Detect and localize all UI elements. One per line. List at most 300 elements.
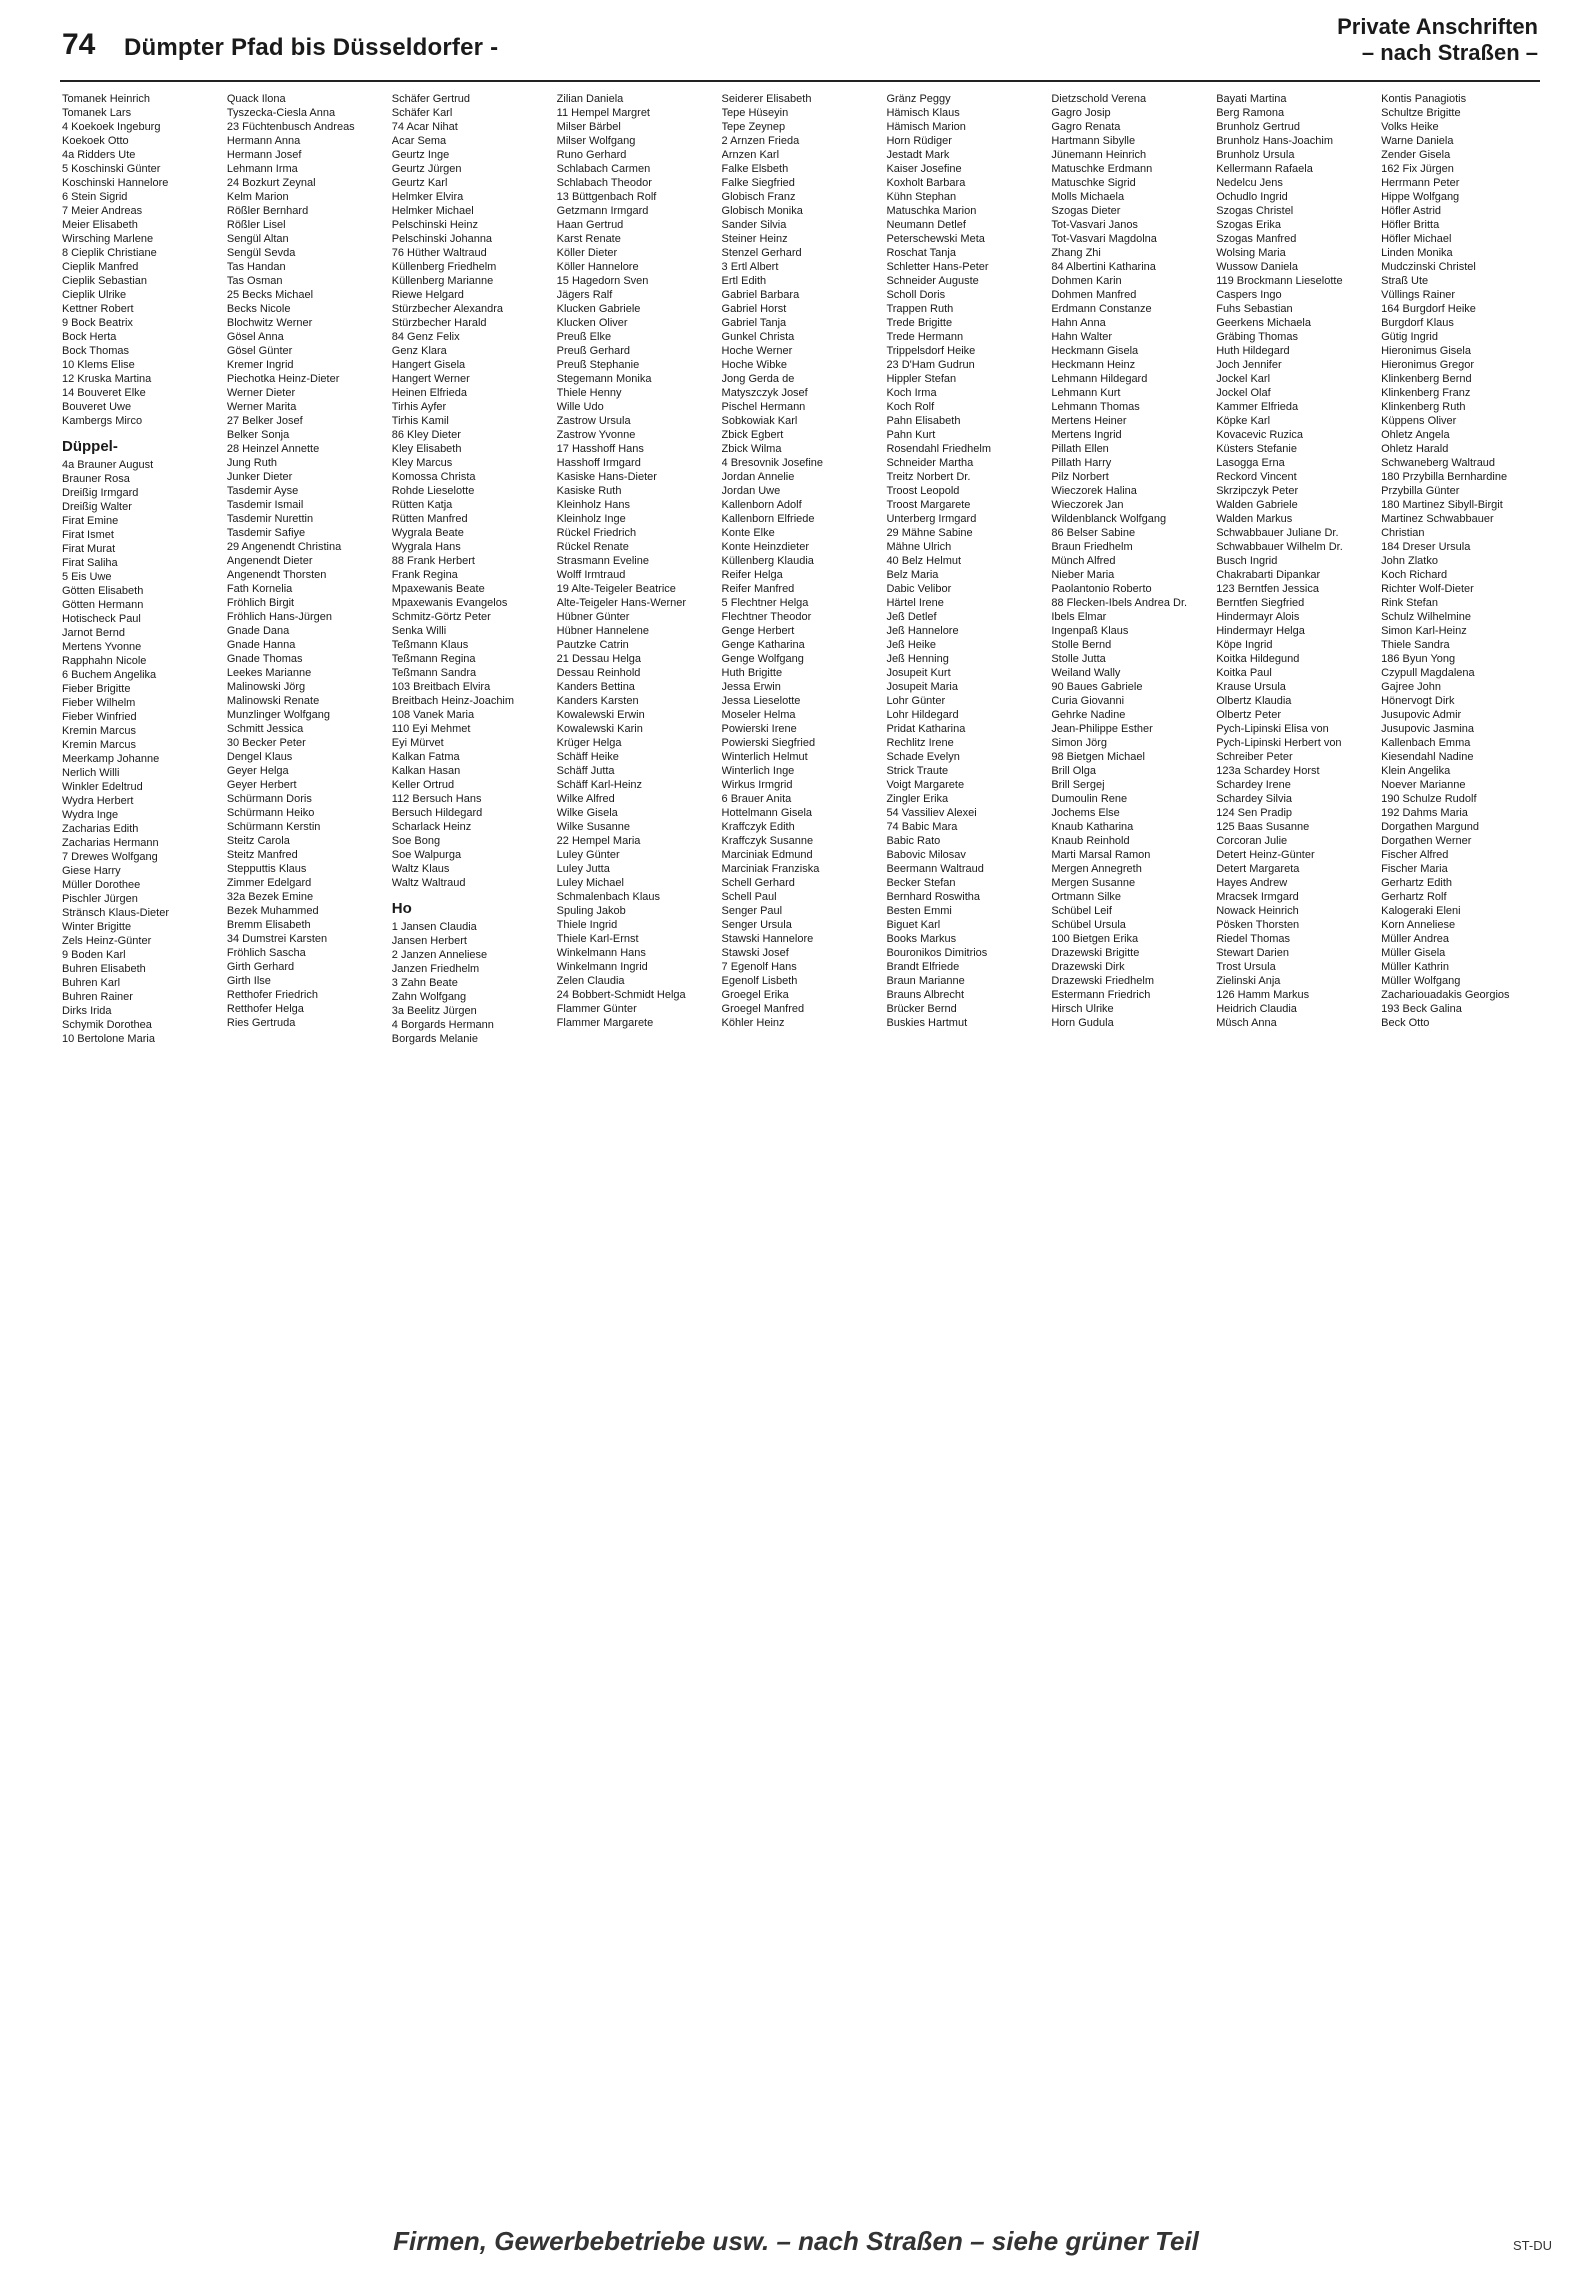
directory-column: [1381, 92, 1540, 2200]
directory-entry: Teßmann Regina: [391, 653, 476, 665]
directory-entry: Pischler Jürgen: [62, 893, 138, 905]
directory-entry: Karst Renate: [556, 233, 621, 245]
directory-entry: Gnade Thomas: [226, 653, 303, 665]
directory-entry: 76 Hüther Waltraud: [391, 247, 487, 259]
directory-entry: Berntfen Siegfried: [1216, 597, 1305, 609]
directory-entry: Joch Jennifer: [1216, 359, 1282, 371]
directory-entry: Thiele Henny: [556, 387, 622, 399]
directory-entry: Jockel Olaf: [1216, 387, 1271, 399]
directory-entry: Falke Elsbeth: [721, 163, 789, 175]
directory-entry: Cieplik Sebastian: [62, 275, 147, 287]
directory-entry: Teßmann Klaus: [391, 639, 469, 651]
directory-entry: Bremm Elisabeth: [226, 919, 311, 931]
directory-entry: Kallenborn Adolf: [721, 499, 802, 511]
directory-entry: 86 Kley Dieter: [391, 429, 461, 441]
directory-entry: 14 Bouveret Elke: [62, 387, 146, 399]
directory-entry: Firat Murat: [62, 543, 116, 555]
directory-entry: Martinez Schwabbauer: [1381, 513, 1494, 525]
directory-entry: Genge Herbert: [721, 625, 795, 637]
directory-entry: Munzlinger Wolfgang: [226, 709, 331, 721]
directory-entry: Geurtz Karl: [391, 177, 448, 189]
directory-entry: Drazewski Friedhelm: [1051, 975, 1155, 987]
directory-entry: Teßmann Sandra: [391, 667, 477, 679]
directory-entry: 6 Buchem Angelika: [62, 669, 157, 681]
directory-entry: 180 Przybilla Bernhardine: [1381, 471, 1508, 483]
directory-entry: Meerkamp Johanne: [62, 753, 160, 765]
directory-entry: Curia Giovanni: [1051, 695, 1125, 707]
directory-entry: Strick Traute: [886, 765, 949, 777]
directory-entry: Brandt Elfriede: [886, 961, 960, 973]
directory-entry: Wieczorek Jan: [1051, 499, 1124, 511]
directory-entry: Jeß Hannelore: [886, 625, 959, 637]
directory-entry: Matyszczyk Josef: [721, 387, 808, 399]
directory-entry: Gehrke Nadine: [1051, 709, 1126, 721]
directory-entry: Hippe Wolfgang: [1381, 191, 1460, 203]
directory-entry: Horn Rüdiger: [886, 135, 952, 147]
directory-entry: 162 Fix Jürgen: [1381, 163, 1454, 175]
directory-entry: Meier Elisabeth: [62, 219, 138, 231]
directory-entry: Gösel Anna: [226, 331, 284, 343]
directory-entry: Kühn Stephan: [886, 191, 957, 203]
directory-entry: Luley Günter: [556, 849, 620, 861]
directory-entry: Geyer Helga: [226, 765, 289, 777]
directory-entry: Kremin Marcus: [62, 725, 136, 737]
directory-entry: Rapphahn Nicole: [62, 655, 147, 667]
directory-entry: Wirsching Marlene: [62, 233, 154, 245]
directory-entry: Drazewski Dirk: [1051, 961, 1125, 973]
directory-entry: 7 Meier Andreas: [62, 205, 143, 217]
directory-entry: Wille Udo: [556, 401, 604, 413]
directory-entry: Hasshoff Irmgard: [556, 457, 641, 469]
directory-entry: Kasiske Hans-Dieter: [556, 471, 657, 483]
directory-entry: Pelschinski Johanna: [391, 233, 493, 245]
directory-entry: Ohletz Angela: [1381, 429, 1450, 441]
directory-entry: Kelm Marion: [226, 191, 289, 203]
directory-entry: Kettner Robert: [62, 303, 134, 315]
directory-entry: Noever Marianne: [1381, 779, 1466, 791]
directory-entry: Gunkel Christa: [721, 331, 795, 343]
directory-entry: Detert Heinz-Günter: [1216, 849, 1315, 861]
directory-entry: Janzen Friedhelm: [391, 963, 480, 975]
directory-entry: Härtel Irene: [886, 597, 944, 609]
directory-entry: Zender Gisela: [1381, 149, 1451, 161]
directory-entry: Koitka Paul: [1216, 667, 1272, 679]
directory-entry: Schäfer Gertrud: [391, 93, 471, 105]
directory-entry: Kalkan Hasan: [391, 765, 461, 777]
directory-entry: Jansen Herbert: [391, 935, 467, 947]
directory-entry: Münch Alfred: [1051, 555, 1116, 567]
directory-entry: Wydra Herbert: [62, 795, 134, 807]
directory-entry: 98 Bietgen Michael: [1051, 751, 1145, 763]
directory-entry: Walden Gabriele: [1216, 499, 1298, 511]
directory-entry: Mertens Yvonne: [62, 641, 142, 653]
directory-entry: Jean-Philippe Esther: [1051, 723, 1153, 735]
directory-entry: Falke Siegfried: [721, 177, 795, 189]
directory-entry: Lehmann Irma: [226, 163, 298, 175]
directory-entry: Christian: [1381, 527, 1425, 539]
directory-entry: Zbick Egbert: [721, 429, 784, 441]
directory-entry: Konte Elke: [721, 527, 775, 539]
directory-entry: Geurtz Jürgen: [391, 163, 462, 175]
directory-entry: Schmitz-Görtz Peter: [391, 611, 491, 623]
directory-entry: Simon Karl-Heinz: [1381, 625, 1467, 637]
directory-entry: 29 Mähne Sabine: [886, 527, 973, 539]
directory-entry: Sobkowiak Karl: [721, 415, 798, 427]
directory-entry: Buhren Karl: [62, 977, 121, 989]
directory-entry: Schäff Karl-Heinz: [556, 779, 643, 791]
directory-entry: Malinowski Jörg: [226, 681, 306, 693]
directory-entry: Tirhis Kamil: [391, 415, 449, 427]
directory-entry: Wolsing Maria: [1216, 247, 1286, 259]
directory-entry: Mergen Annegreth: [1051, 863, 1142, 875]
directory-entry: Spuling Jakob: [556, 905, 626, 917]
directory-entry: Hippler Stefan: [886, 373, 957, 385]
directory-entry: Books Markus: [886, 933, 957, 945]
directory-entry: Zacharias Hermann: [62, 837, 159, 849]
directory-entry: Marti Marsal Ramon: [1051, 849, 1151, 861]
directory-entry: Heckmann Heinz: [1051, 359, 1136, 371]
directory-entry: Jessa Lieselotte: [721, 695, 801, 707]
directory-entry: Pelschinski Heinz: [391, 219, 478, 231]
directory-entry: Lohr Hildegard: [886, 709, 959, 721]
directory-entry: Hübner Günter: [556, 611, 630, 623]
directory-entry: Pillath Ellen: [1051, 443, 1109, 455]
directory-entry: 3 Ertl Albert: [721, 261, 779, 273]
directory-entry: Schell Gerhard: [721, 877, 795, 889]
directory-entry: Winkelmann Ingrid: [556, 961, 648, 973]
directory-entry: Schürmann Doris: [226, 793, 312, 805]
directory-entry: Jordan Annelie: [721, 471, 795, 483]
directory-entry: Mertens Heiner: [1051, 415, 1127, 427]
directory-entry: Tasdemir Safiye: [226, 527, 306, 539]
directory-entry: 25 Becks Michael: [226, 289, 314, 301]
directory-entry: 32a Bezek Emine: [226, 891, 314, 903]
directory-entry: Josupeit Maria: [886, 681, 958, 693]
directory-entry: Josupeit Kurt: [886, 667, 951, 679]
directory-entry: Schübel Ursula: [1051, 919, 1126, 931]
directory-entry: Brücker Bernd: [886, 1003, 957, 1015]
directory-entry: Bezek Muhammed: [226, 905, 319, 917]
directory-entry: Borgards Melanie: [391, 1033, 478, 1045]
directory-entry: Firat Ismet: [62, 529, 114, 541]
directory-entry: Kiesendahl Nadine: [1381, 751, 1474, 763]
directory-entry: Fuhs Sebastian: [1216, 303, 1293, 315]
directory-entry: Jeß Henning: [886, 653, 949, 665]
directory-entry: Egenolf Lisbeth: [721, 975, 798, 987]
directory-entry: 2 Janzen Anneliese: [391, 949, 488, 961]
directory-entry: Hoche Werner: [721, 345, 793, 357]
directory-entry: Koitka Hildegund: [1216, 653, 1300, 665]
directory-entry: Scharlack Heinz: [391, 821, 472, 833]
directory-entry: John Zlatko: [1381, 555, 1438, 567]
directory-entry: Genz Klara: [391, 345, 447, 357]
directory-entry: Schwabbauer Juliane Dr.: [1216, 527, 1339, 539]
directory-entry: 10 Klems Elise: [62, 359, 135, 371]
directory-entry: Fath Kornelia: [226, 583, 293, 595]
directory-entry: 112 Bersuch Hans: [391, 793, 482, 805]
directory-entry: Küllenberg Marianne: [391, 275, 494, 287]
directory-entry: Brauns Albrecht: [886, 989, 965, 1001]
directory-entry: Müller Andrea: [1381, 933, 1449, 945]
directory-entry: Hübner Hannelene: [556, 625, 650, 637]
directory-entry: Wydra Inge: [62, 809, 119, 821]
directory-entry: 3a Beelitz Jürgen: [391, 1005, 477, 1017]
directory-entry: Hermann Josef: [226, 149, 302, 161]
directory-entry: Gabriel Tanja: [721, 317, 787, 329]
directory-entry: Knaub Reinhold: [1051, 835, 1130, 847]
directory-entry: Gräbing Thomas: [1216, 331, 1298, 343]
directory-entry: Schwabbauer Wilhelm Dr.: [1216, 541, 1343, 553]
directory-entry: Corcoran Julie: [1216, 835, 1288, 847]
directory-entry: Frank Regina: [391, 569, 458, 581]
directory-entry: Kontis Panagiotis: [1381, 93, 1467, 105]
directory-entry: Wilke Alfred: [556, 793, 615, 805]
directory-entry: Fieber Brigitte: [62, 683, 131, 695]
directory-entry: Cieplik Ulrike: [62, 289, 127, 301]
directory-column: [392, 92, 551, 2200]
directory-entry: Troost Margarete: [886, 499, 971, 511]
directory-entry: 13 Büttgenbach Rolf: [556, 191, 657, 203]
directory-entry: 29 Angenendt Christina: [226, 541, 342, 553]
directory-entry: Schäfer Karl: [391, 107, 453, 119]
directory-entry: Pridat Katharina: [886, 723, 966, 735]
directory-entry: Milser Bärbel: [556, 121, 621, 133]
directory-entry: Olbertz Klaudia: [1216, 695, 1292, 707]
directory-entry: 34 Dumstrei Karsten: [226, 933, 328, 945]
directory-entry: Köhler Heinz: [721, 1017, 785, 1029]
directory-entry: Weiland Wally: [1051, 667, 1121, 679]
directory-entry: Dorgathen Margund: [1381, 821, 1479, 833]
directory-entry: Jeß Heike: [886, 639, 936, 651]
directory-entry: Olbertz Peter: [1216, 709, 1282, 721]
directory-entry: 88 Frank Herbert: [391, 555, 475, 567]
directory-entry: 17 Hasshoff Hans: [556, 443, 644, 455]
directory-entry: Vüllings Rainer: [1381, 289, 1456, 301]
directory-entry: Jusupovic Jasmina: [1381, 723, 1475, 735]
directory-entry: Unterberg Irmgard: [886, 513, 977, 525]
directory-entry: Powierski Irene: [721, 723, 797, 735]
directory-entry: Kasiske Ruth: [556, 485, 622, 497]
directory-entry: Pych-Lipinski Herbert von: [1216, 737, 1342, 749]
directory-entry: Kley Marcus: [391, 457, 453, 469]
page-number: 74: [62, 28, 96, 61]
directory-entry: Braun Marianne: [886, 975, 965, 987]
directory-entry: Tyszecka-Ciesla Anna: [226, 107, 336, 119]
directory-entry: Matuschka Marion: [886, 205, 977, 217]
directory-entry: Kanders Karsten: [556, 695, 639, 707]
directory-entry: 4a Ridders Ute: [62, 149, 136, 161]
directory-entry: Flammer Margarete: [556, 1017, 654, 1029]
directory-entry: Piechotka Heinz-Dieter: [226, 373, 340, 385]
directory-column: [1216, 92, 1375, 2200]
directory-entry: 84 Genz Felix: [391, 331, 460, 343]
directory-entry: Kellermann Rafaela: [1216, 163, 1313, 175]
section-label-line-1: Private Anschriften: [1337, 14, 1538, 39]
directory-entry: Lehmann Hildegard: [1051, 373, 1148, 385]
directory-entry: Waltz Klaus: [391, 863, 450, 875]
directory-entry: Wygrala Beate: [391, 527, 464, 539]
directory-entry: Wygrala Hans: [391, 541, 461, 553]
directory-entry: Brunholz Gertrud: [1216, 121, 1300, 133]
directory-entry: Buhren Rainer: [62, 991, 133, 1003]
directory-entry: Winkelmann Hans: [556, 947, 646, 959]
directory-entry: Stränsch Klaus-Dieter: [62, 907, 169, 919]
directory-entry: Tas Handan: [226, 261, 286, 273]
directory-entry: Hindermayr Alois: [1216, 611, 1300, 623]
directory-columns: [62, 92, 1540, 2200]
directory-entry: Winterlich Inge: [721, 765, 795, 777]
directory-entry: Müsch Anna: [1216, 1017, 1277, 1029]
directory-entry: Dessau Reinhold: [556, 667, 641, 679]
directory-entry: Hönervogt Dirk: [1381, 695, 1455, 707]
directory-entry: Pych-Lipinski Elisa von: [1216, 723, 1329, 735]
directory-entry: Senger Ursula: [721, 919, 792, 931]
directory-entry: 5 Eis Uwe: [62, 571, 112, 583]
directory-entry: Schreiber Peter: [1216, 751, 1293, 763]
directory-entry: Schübel Leif: [1051, 905, 1112, 917]
directory-entry: Dohmen Karin: [1051, 275, 1122, 287]
directory-entry: 8 Cieplik Christiane: [62, 247, 157, 259]
directory-entry: Czypull Magdalena: [1381, 667, 1475, 679]
directory-entry: Babic Rato: [886, 835, 941, 847]
directory-entry: Seiderer Elisabeth: [721, 93, 812, 105]
directory-entry: 9 Bock Beatrix: [62, 317, 133, 329]
directory-entry: Preuß Elke: [556, 331, 612, 343]
directory-entry: Köller Hannelore: [556, 261, 639, 273]
directory-entry: Winterlich Helmut: [721, 751, 808, 763]
directory-entry: Herrmann Peter: [1381, 177, 1460, 189]
directory-entry: Leekes Marianne: [226, 667, 312, 679]
directory-entry: Globisch Monika: [721, 205, 803, 217]
directory-entry: Rückel Renate: [556, 541, 629, 553]
directory-entry: Jarnot Bernd: [62, 627, 125, 639]
directory-entry: Angenendt Dieter: [226, 555, 313, 567]
directory-entry: Bouveret Uwe: [62, 401, 132, 413]
directory-entry: Dietzschold Verena: [1051, 93, 1147, 105]
directory-entry: Wolff Irmtraud: [556, 569, 626, 581]
directory-entry: Schletter Hans-Peter: [886, 261, 989, 273]
directory-entry: Zachariouadakis Georgios: [1381, 989, 1510, 1001]
directory-entry: Zahn Wolfgang: [391, 991, 467, 1003]
directory-entry: Götten Hermann: [62, 599, 144, 611]
directory-entry: Stenzel Gerhard: [721, 247, 802, 259]
directory-entry: Kley Elisabeth: [391, 443, 462, 455]
directory-entry: Klucken Oliver: [556, 317, 628, 329]
directory-entry: Lehmann Kurt: [1051, 387, 1121, 399]
directory-entry: Besten Emmi: [886, 905, 952, 917]
directory-entry: Nowack Heinrich: [1216, 905, 1299, 917]
directory-entry: Estermann Friedrich: [1051, 989, 1151, 1001]
section-label-line-2: – nach Straßen –: [1361, 40, 1538, 65]
directory-entry: Dreißig Irmgard: [62, 487, 139, 499]
directory-entry: Trost Ursula: [1216, 961, 1276, 973]
directory-entry: 5 Flechtner Helga: [721, 597, 809, 609]
directory-entry: Pillath Harry: [1051, 457, 1112, 469]
directory-entry: Schell Paul: [721, 891, 777, 903]
directory-entry: Buskies Hartmut: [886, 1017, 968, 1029]
directory-entry: 84 Albertini Katharina: [1051, 261, 1156, 273]
directory-entry: Schardey Silvia: [1216, 793, 1293, 805]
directory-entry: Fischer Maria: [1381, 863, 1448, 875]
directory-entry: Scholl Doris: [886, 289, 946, 301]
directory-entry: Fischer Alfred: [1381, 849, 1449, 861]
directory-entry: Beermann Waltraud: [886, 863, 984, 875]
directory-entry: Klinkenberg Franz: [1381, 387, 1471, 399]
directory-entry: Korn Anneliese: [1381, 919, 1456, 931]
directory-entry: Helmker Michael: [391, 205, 474, 217]
directory-entry: Firat Emine: [62, 515, 119, 527]
footer-note: Firmen, Gewerbebetriebe usw. – nach Straßen – siehe grüner Teil: [393, 2226, 1199, 2256]
directory-entry: Riedel Thomas: [1216, 933, 1290, 945]
directory-entry: Riewe Helgard: [391, 289, 464, 301]
page-title: Dümpter Pfad bis Düsseldorfer -: [124, 34, 499, 61]
directory-entry: Fieber Winfried: [62, 711, 137, 723]
directory-entry: Troost Leopold: [886, 485, 960, 497]
directory-entry: Koch Rolf: [886, 401, 935, 413]
section-label: [1337, 14, 1538, 66]
directory-entry: Warne Daniela: [1381, 135, 1454, 147]
directory-entry: 23 D'Ham Gudrun: [886, 359, 975, 371]
directory-entry: Ortmann Silke: [1051, 891, 1122, 903]
directory-entry: 40 Belz Helmut: [886, 555, 962, 567]
directory-entry: Trappen Ruth: [886, 303, 954, 315]
directory-entry: Cieplik Manfred: [62, 261, 139, 273]
directory-entry: Mracsek Irmgard: [1216, 891, 1299, 903]
directory-entry: Reifer Manfred: [721, 583, 795, 595]
directory-entry: Arnzen Karl: [721, 149, 780, 161]
directory-entry: Tomanek Heinrich: [62, 93, 151, 105]
directory-entry: Ertl Edith: [721, 275, 767, 287]
directory-entry: 54 Vassiliev Alexei: [886, 807, 977, 819]
directory-entry: Gajree John: [1381, 681, 1442, 693]
directory-entry: Molls Michaela: [1051, 191, 1125, 203]
directory-entry: Globisch Franz: [721, 191, 796, 203]
directory-entry: Tot-Vasvari Janos: [1051, 219, 1138, 231]
directory-entry: 24 Bozkurt Zeynal: [226, 177, 316, 189]
directory-entry: Hangert Werner: [391, 373, 470, 385]
directory-entry: Kaiser Josefine: [886, 163, 962, 175]
directory-entry: Volks Heike: [1381, 121, 1439, 133]
directory-entry: 10 Bertolone Maria: [62, 1033, 155, 1045]
directory-entry: Luley Michael: [556, 877, 624, 889]
directory-entry: Junker Dieter: [226, 471, 293, 483]
directory-entry: Höfler Astrid: [1381, 205, 1442, 217]
directory-entry: Gabriel Horst: [721, 303, 787, 315]
directory-entry: Schlabach Carmen: [556, 163, 651, 175]
directory-entry: Mpaxewanis Evangelos: [391, 597, 508, 609]
directory-entry: 21 Dessau Helga: [556, 653, 642, 665]
directory-entry: Beck Otto: [1381, 1017, 1430, 1029]
directory-entry: Trede Brigitte: [886, 317, 953, 329]
directory-entry: Dabic Velibor: [886, 583, 952, 595]
directory-entry: 126 Hamm Markus: [1216, 989, 1310, 1001]
directory-entry: Gnade Dana: [226, 625, 290, 637]
directory-entry: Buhren Elisabeth: [62, 963, 146, 975]
directory-entry: 1 Jansen Claudia: [391, 921, 477, 933]
directory-entry: Haan Gertrud: [556, 219, 624, 231]
directory-entry: Schymik Dorothea: [62, 1019, 152, 1031]
directory-entry: Sengül Sevda: [226, 247, 296, 259]
directory-entry: Hieronimus Gregor: [1381, 359, 1475, 371]
directory-entry: Soe Bong: [391, 835, 441, 847]
directory-entry: Müller Wolfgang: [1381, 975, 1461, 987]
directory-entry: Knaub Katharina: [1051, 821, 1134, 833]
directory-entry: Quack Ilona: [226, 93, 286, 105]
directory-entry: Köpke Karl: [1216, 415, 1271, 427]
directory-entry: Chakrabarti Dipankar: [1216, 569, 1321, 581]
directory-entry: Szogas Christel: [1216, 205, 1294, 217]
directory-entry: Schneider Auguste: [886, 275, 979, 287]
